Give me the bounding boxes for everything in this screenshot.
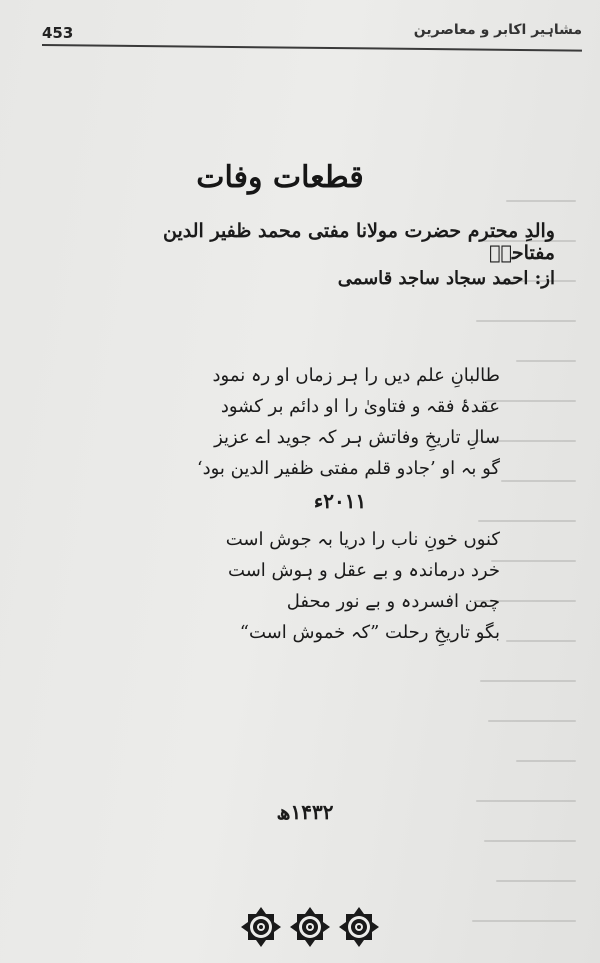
year-gregorian: ۲۰۱۱ء <box>313 489 367 513</box>
verse-line: سالِ تاریخِ وفاتش ہر کہ جوید اے عزیز <box>214 427 500 448</box>
ornament-row <box>240 906 380 950</box>
verse-line: کنوں خونِ ناب را دریا بہ جوش است <box>225 529 500 550</box>
verse-line: عقدۂ فقہ و فتاویٰ را او دائم بر کشود <box>220 396 500 417</box>
poem <box>140 360 500 648</box>
running-head: مشاہیر اکابر و معاصرین <box>413 22 582 38</box>
verse-line: گو بہ او ’جادو قلم مفتی ظفیر الدین بود‘ <box>196 458 500 479</box>
page-number: 453 <box>42 24 74 42</box>
dedication-subtitle: والدِ محترم حضرت مولانا مفتی محمد ظفیر الدین مفتاحیؒ <box>163 220 555 264</box>
verse-line: بگو تاریخِ رحلت ”کہ خموش است“ <box>239 622 500 643</box>
page-title: قطعات وفات <box>196 160 364 195</box>
verse-line: چمن افسردہ و بے نور محفل <box>286 591 500 612</box>
floral-rosette-icon <box>338 906 380 948</box>
year-hijri: ۱۴۳۲ھ <box>276 800 334 824</box>
verse-line: خرد درماندہ و بے عقل و ہوش است <box>228 560 500 581</box>
header-rule <box>42 44 582 52</box>
floral-rosette-icon <box>240 906 282 948</box>
author-line: از: احمد سجاد ساجد قاسمی <box>337 268 555 289</box>
floral-rosette-icon <box>289 906 331 948</box>
page-header <box>42 18 582 52</box>
verse-line: طالبانِ علم دیں را ہر زماں او رہ نمود <box>212 365 500 386</box>
